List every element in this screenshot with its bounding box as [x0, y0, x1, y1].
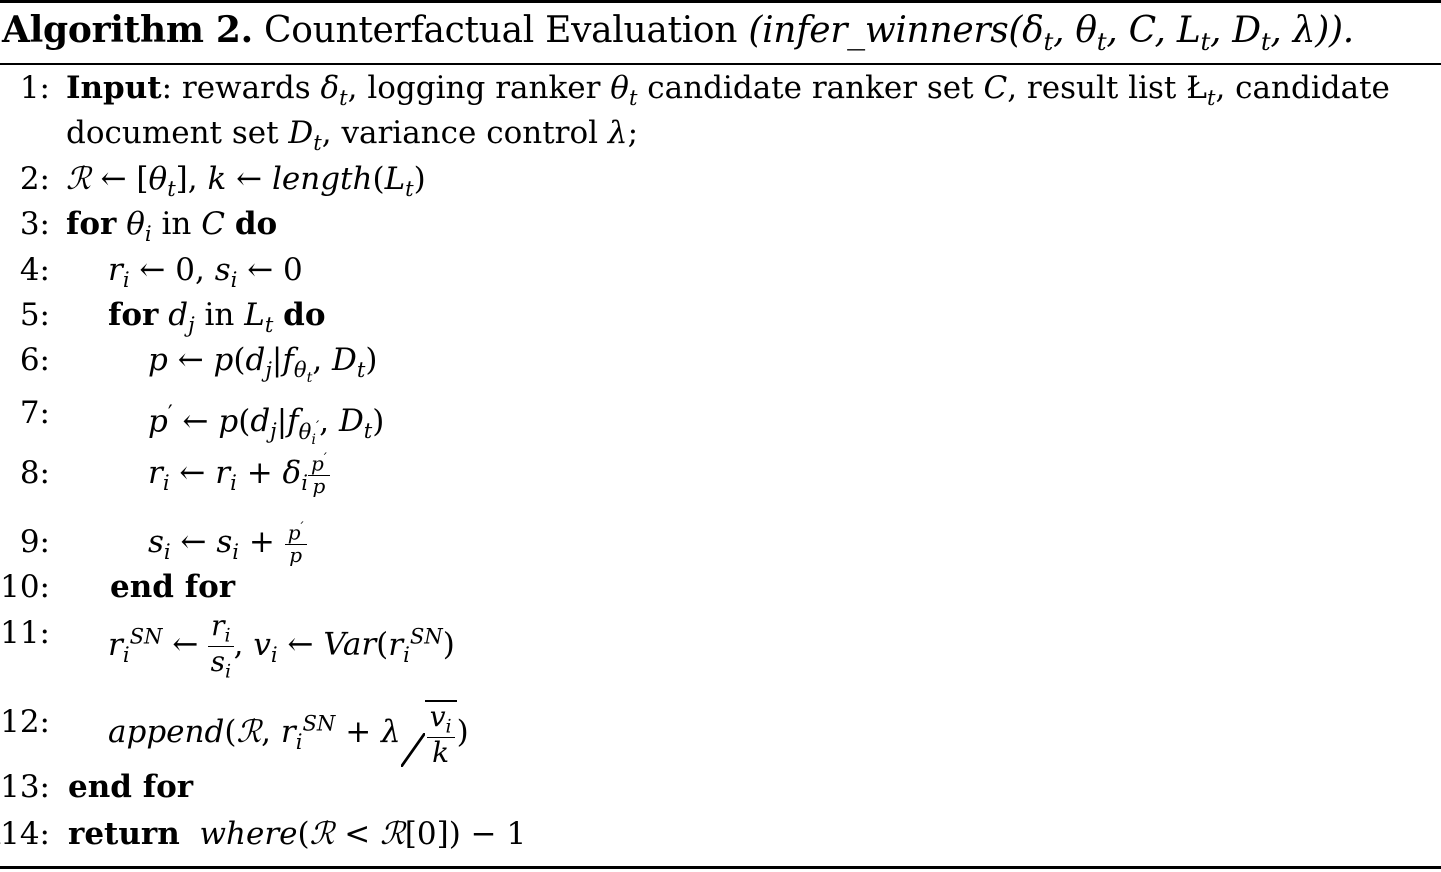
line-5-content: for $d_j$ in $L_t$ do: [108, 297, 326, 338]
do-keyword: do: [283, 297, 326, 333]
line-1-continuation: document set $D_t$, variance control λ;: [66, 115, 639, 156]
sqrt-symbol: [401, 700, 457, 767]
end-for-keyword: end for: [68, 769, 194, 805]
line-number: 11:: [0, 615, 50, 651]
algorithm-signature: ($infer\_winners(\delta_t$, $\theta_t$, C, $L_t$, $D_t$, λ)).: [748, 10, 1354, 57]
algorithm-caption: [2, 8, 1354, 64]
top-rule: [0, 0, 1441, 3]
for-keyword: for: [66, 206, 117, 242]
caption-rule: [0, 63, 1441, 65]
line-3-content: for $\theta_i$ in C do: [66, 206, 278, 247]
variance-fraction: $\frac{v_i}{k}$: [427, 702, 455, 767]
line-number: 14:: [0, 816, 50, 852]
algorithm-title: Counterfactual Evaluation: [264, 10, 738, 51]
line-number: 13:: [0, 769, 50, 805]
line-number: 6:: [19, 342, 50, 378]
line-number: 8:: [19, 455, 50, 491]
do-keyword: do: [234, 206, 278, 242]
line-number: 4:: [19, 252, 50, 288]
line-number: 12:: [0, 704, 50, 740]
normalized-fraction: $\frac{r_i}{s_i}$: [208, 611, 233, 681]
line-1-content: Input: rewards $\delta_t$, logging ranker $\theta_t$ candidate ranker set C, result list $Ł_t$, candidate: [66, 70, 1390, 111]
line-number: 3:: [19, 206, 50, 242]
line-6-content: p ← $p(d_j|f_{\theta_t}$, $D_t$): [148, 342, 378, 387]
line-4-content: $r_i$ ← 0, $s_i$ ← 0: [108, 252, 303, 293]
line-8-content: $r_i$ ← $r_i + \delta_i$ $\frac{p'}{p}$: [148, 451, 330, 505]
line-14-content: return where(ℛ < ℛ[0]) − 1: [68, 816, 527, 852]
line-number: 1:: [19, 70, 50, 106]
for-keyword: for: [108, 297, 159, 333]
line-9-content: $s_i$ ← $s_i$ + $\frac{p'}{p}$: [148, 520, 307, 574]
algorithm-label: Algorithm 2.: [2, 9, 253, 51]
input-keyword: Input: [66, 70, 162, 106]
line-12-content: append(ℛ, $r_i^{SN} + \lambda$ $\frac{v_i}{k}$ ): [108, 700, 469, 769]
bottom-rule: [0, 866, 1441, 869]
line-number: 10:: [0, 569, 50, 605]
line-number: 7:: [19, 395, 50, 431]
line-number: 5:: [19, 297, 50, 333]
line-11-content: $r_i^{SN}$ ← $\frac{r_i}{s_i}$ , $v_i$ ← $Var(r_i^{SN})$: [108, 609, 455, 683]
p-ratio-fraction: $\frac{p'}{p}$: [285, 521, 307, 566]
p-ratio-fraction: $\frac{p'}{p}$: [308, 452, 330, 497]
line-number: 2:: [19, 161, 50, 197]
line-2-content: ℛ ← $[\theta_t]$, k ← $length(L_t)$: [66, 161, 426, 202]
line-7-content: p′ ← $p(d_j|f_{\theta_i'}$, $D_t$): [148, 400, 385, 448]
line-number: 9:: [19, 524, 50, 560]
end-for-keyword: end for: [110, 569, 236, 605]
return-keyword: return: [68, 816, 180, 852]
